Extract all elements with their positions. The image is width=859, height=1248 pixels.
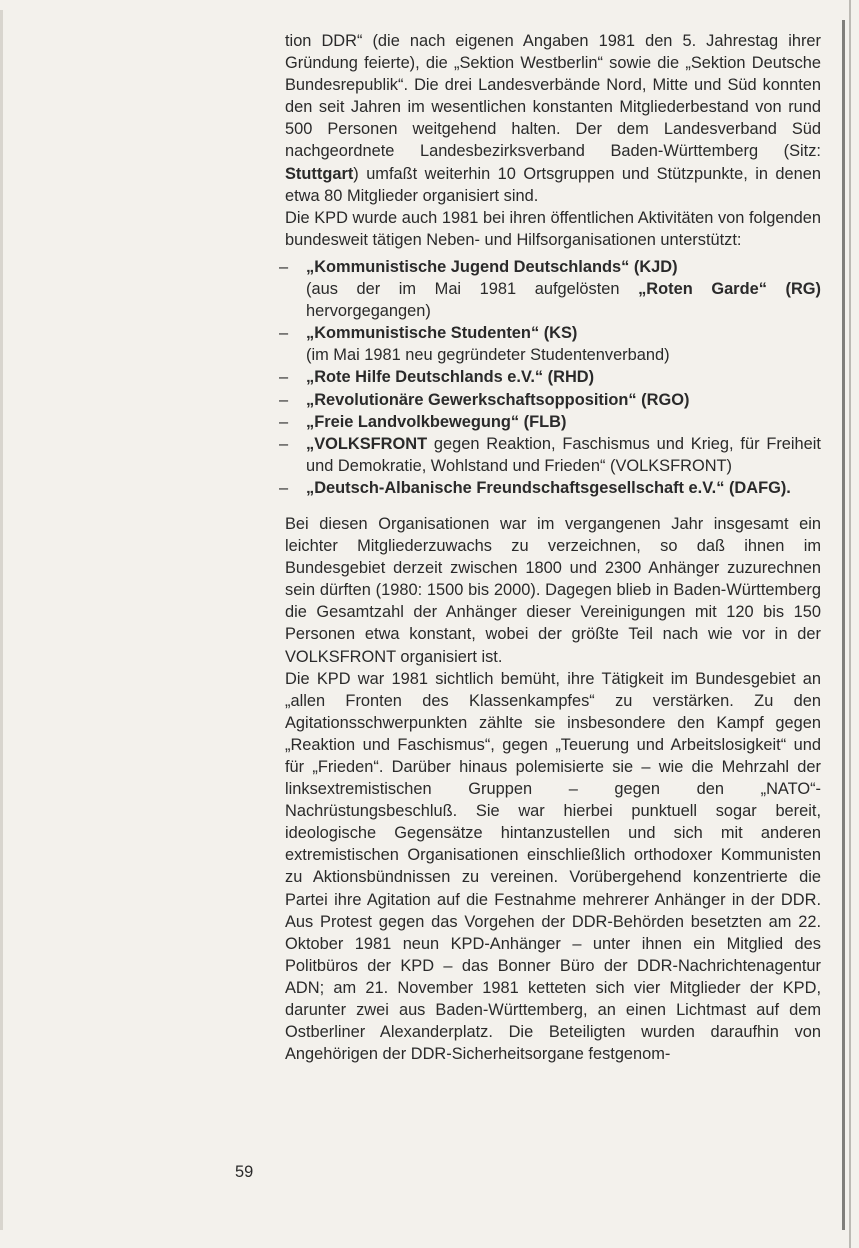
list-item-rgo: – „Revolutionäre Gewerkschaftsopposition“ (RGO) — [285, 389, 821, 411]
list-item-rhd: – „Rote Hilfe Deutschlands e.V.“ (RHD) — [285, 366, 821, 388]
paragraph-membership: Bei diesen Organisationen war im vergangenen Jahr insgesamt ein leichter Mitgliederzuwachs zu verzeichnen, so daß ihnen im Bundesgebiet derzeit zwischen 1800 und 2300 Anhänger zuzurechnen sein dürften (1980: 1500 bis 2000). Dagegen blieb in Baden-Württemberg die Gesamtzahl der Anhänger dieser Vereinigungen mit 120 bis 150 Personen etwa konstant, wobei der größte Teil nach wie vor in der VOLKSFRONT organisiert ist. — [285, 514, 821, 666]
list-item-volksfront: – „VOLKSFRONT gegen Reaktion, Faschismus und Krieg, für Freiheit und Demokratie, Wohlstand und Frieden“ (VOLKSFRONT) — [285, 433, 821, 477]
paragraph-sections: tion DDR“ (die nach eigenen Angaben 1981 den 5. Jahrestag ihrer Gründung feierte), die „Sektion Westberlin“ sowie die „Sektion Deutsche Bundesrepublik“. Die drei Landesverbände Nord, Mitte und Süd konnten den seit Jahren im wesentlichen konstanten Mitgliederbestand von rund 500 Personen weitgehend halten. Der dem Landesverband Süd nachgeordnete Landesbezirksverband Baden-Württemberg (Sitz: Stuttgart) umfaßt weiterhin 10 Ortsgruppen und Stützpunkte, in denen etwa 80 Mitglieder organisiert sind. — [285, 32, 821, 205]
organization-list — [285, 256, 821, 499]
list-item-dafg: – „Deutsch-Albanische Freundschaftsgesellschaft e.V.“ (DAFG). — [285, 477, 821, 499]
page-edge-left — [0, 10, 3, 1230]
list-item-flb: – „Freie Landvolkbewegung“ (FLB) — [285, 411, 821, 433]
page-edge-right — [849, 0, 851, 1248]
text-column — [285, 30, 821, 1065]
paragraph-support-intro: Die KPD wurde auch 1981 bei ihren öffentlichen Aktivitäten von folgenden bundesweit tätigen Neben- und Hilfsorganisationen unterstützt: — [285, 208, 821, 249]
list-item-kjd: – „Kommunistische Jugend Deutschlands“ (KJD) (aus der im Mai 1981 aufgelösten „Roten Garde“ (RG) hervorgegangen) — [285, 256, 821, 322]
list-item-ks: – „Kommunistische Studenten“ (KS) (im Mai 1981 neu gegründeter Studentenverband) — [285, 322, 821, 366]
binding-shadow — [842, 20, 845, 1230]
page-number: 59 — [235, 1163, 254, 1181]
paragraph-activities: Die KPD war 1981 sichtlich bemüht, ihre Tätigkeit im Bundesgebiet an „allen Fronten des Klassenkampfes“ zu verstärken. Zu den Agitationsschwerpunkten zählte sie insbesondere den Kampf gegen „Reaktion und Faschismus“, gegen „Teuerung und Arbeitslosigkeit“ und für „Frieden“. Darüber hinaus polemisierte sie – wie die Mehrzahl der linksextremistischen Gruppen – gegen den „NATO“-Nachrüstungsbeschluß. Sie war hierbei punktuell sogar bereit, ideologische Gegensätze hintanzustellen und sich mit anderen extremistischen Organisationen einschließlich orthodoxer Kommunisten zu Aktionsbündnissen zu vereinen. Vorübergehend konzentrierte die Partei ihre Agitation auf die Festnahme mehrerer Anhänger in der DDR. Aus Protest gegen das Vorgehen der DDR-Behörden besetzten am 22. Oktober 1981 neun KPD-Anhänger – unter ihnen ein Mitglied des Politbüros der KPD – das Bonner Büro der DDR-Nachrichtenagentur ADN; am 21. November 1981 ketteten sich vier Mitglieder der KPD, darunter zwei aus Baden-Württemberg, an einen Lichtmast auf dem Ostberliner Alexanderplatz. Die Beteiligten wurden daraufhin von Angehörigen der DDR-Sicherheitsorgane festgenom- — [285, 669, 821, 1064]
city-stuttgart: Stuttgart — [285, 164, 354, 183]
